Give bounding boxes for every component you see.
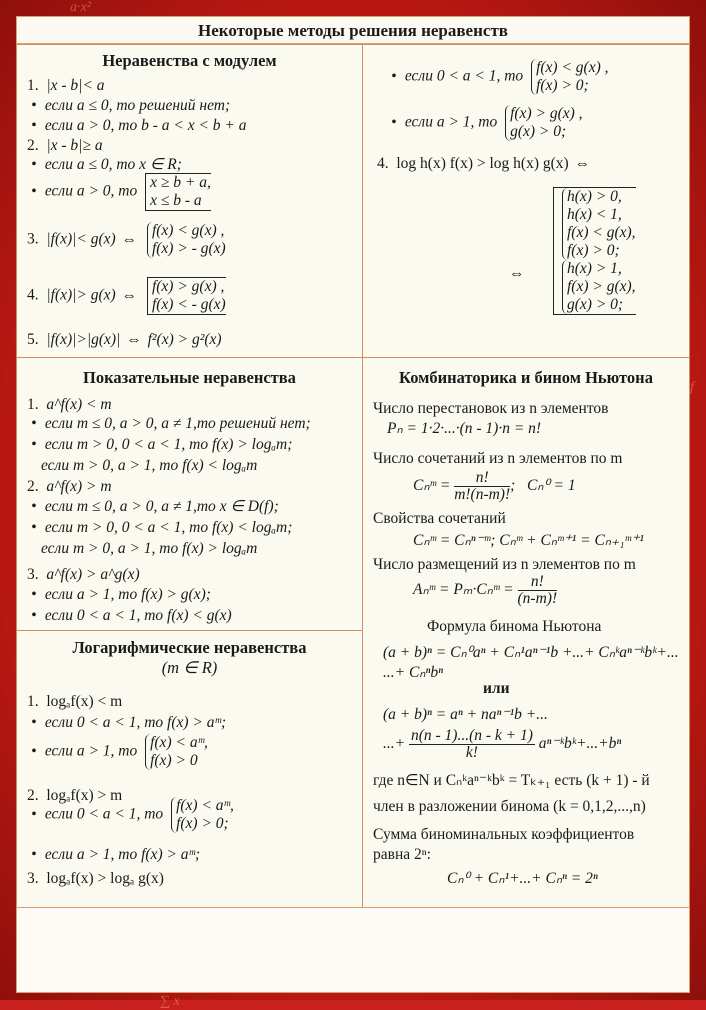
modulus-item-5: 5. |f(x)|>|g(x)| ⇔ f²(x) > g²(x) (27, 331, 222, 348)
modulus-item-2-case-1: • если a ≤ 0, то x ∈ R; (31, 156, 182, 173)
properties-label: Свойства сочетаний (373, 510, 506, 527)
section-logarithmic (16, 630, 363, 908)
section-log-continuation (362, 44, 690, 358)
arrangements-label: Число размещений из n элементов по m (373, 556, 636, 573)
sum-label-line-2: равна 2ⁿ: (373, 846, 431, 863)
section-heading: Комбинаторика и бином Ньютона (399, 368, 653, 387)
log-case-1: • если 0 < a < 1, то f(x) < g(x) , f(x) > 0; (391, 59, 609, 94)
section-exponential (16, 357, 363, 631)
section-heading: Показательные неравенства (83, 368, 296, 387)
exp-item-3: 3. a^f(x) > a^g(x) (27, 566, 140, 583)
equivalence-arrow-icon: ⇔ (574, 155, 591, 172)
system-brace: f(x) < g(x) , f(x) > - g(x) (147, 222, 226, 258)
log-item-2-case-1: • если 0 < a < 1, то f(x) < aᵐ, f(x) > 0; (31, 797, 234, 832)
decorative-scribble: ∑ x (160, 994, 180, 1009)
exp-item-2-case-3: если m > 0, a > 1, то f(x) > logₐm (41, 540, 258, 557)
modulus-item-2-case-2: • если a > 0, то x ≥ b + a, x ≤ b - a (31, 174, 211, 209)
system-brace: h(x) > 1, f(x) > g(x), g(x) > 0; (562, 260, 636, 314)
section-modulus (16, 44, 363, 358)
binomial-term-line-1: где n∈N и Cₙᵏaⁿ⁻ᵏbᵏ = Tₖ₊₁ есть (k + 1) - й (373, 772, 650, 789)
system-brace: f(x) < aᵐ, f(x) > 0; (171, 797, 234, 833)
section-combinatorics (362, 357, 690, 908)
section-heading: Неравенства с модулем (102, 51, 277, 70)
modulus-item-1-case-2: • если a > 0, то b - a < x < b + a (31, 117, 247, 134)
equivalence-arrow-icon: ⇔ (509, 265, 525, 282)
exp-item-3-case-2: • если 0 < a < 1, то f(x) < g(x) (31, 607, 232, 624)
or-label: или (483, 680, 510, 697)
log-item-4-union (549, 187, 636, 315)
set-union-bracket: x ≥ b + a, x ≤ b - a (145, 173, 211, 211)
arrangements-formula: Aₙᵐ = Pₘ·Cₙᵐ = $\frac{n!}{(n-m)!}$ (413, 573, 558, 607)
page-title: Некоторые методы решения неравенств (16, 16, 690, 44)
binomial-formula-line-1: (a + b)ⁿ = Cₙ⁰aⁿ + Cₙ¹aⁿ⁻¹b +...+ Cₙᵏaⁿ⁻ᵏbᵏ+... (383, 644, 679, 661)
modulus-item-3: 3. |f(x)|< g(x) ⇔ f(x) < g(x) , f(x) > - g(x) (27, 222, 226, 257)
exp-item-1-case-2: • если m > 0, 0 < a < 1, то f(x) > logₐm; (31, 436, 293, 453)
exp-item-2-case-1: • если m ≤ 0, a > 0, a ≠ 1,то x ∈ D(f); (31, 498, 279, 515)
equivalence-arrow-icon: ⇔ (121, 286, 138, 304)
log-item-1: 1. logₐf(x) < m (27, 693, 123, 710)
decorative-scribble: a·x² (70, 0, 91, 15)
log-case-2: • если a > 1, то f(x) > g(x) , g(x) > 0; (391, 105, 583, 140)
log-item-2: 2. logₐf(x) > m (27, 787, 123, 804)
log-item-4: 4. log h(x) f(x) > log h(x) g(x) ⇔ (377, 155, 591, 172)
modulus-item-4: 4. |f(x)|> g(x) ⇔ f(x) > g(x) , f(x) < - g(x) (27, 278, 226, 313)
exp-item-1: 1. a^f(x) < m (27, 396, 112, 413)
binomial-term-line-2: член в разложении бинома (k = 0,1,2,...,n) (373, 798, 646, 815)
system-brace: f(x) > g(x) , g(x) > 0; (505, 105, 582, 141)
set-union-bracket (553, 187, 636, 315)
permutations-formula: Pₙ = 1·2·...·(n - 1)·n = n! (387, 420, 542, 437)
fraction: $\frac{n!}{m!(n-m)!}$ (454, 469, 511, 503)
equivalence-arrow-icon: ⇔ (126, 331, 142, 348)
binomial-formula-line-2: ...+ Cₙⁿbⁿ (383, 664, 443, 681)
system-brace: f(x) < g(x) , f(x) > 0; (531, 59, 608, 95)
fraction: $\frac{n(n - 1)...(n - k + 1)}{k!}$ (410, 727, 533, 761)
system-brace: h(x) > 0, h(x) < 1, f(x) < g(x), f(x) > 0; (562, 188, 636, 260)
log-item-3: 3. logₐf(x) > logₐ g(x) (27, 870, 164, 887)
modulus-item-1-case-1: • если a ≤ 0, то решений нет; (31, 97, 231, 114)
exp-item-2-case-2: • если m > 0, 0 < a < 1, то f(x) < logₐm; (31, 519, 293, 536)
log-item-2-case-2: • если a > 1, то f(x) > aᵐ; (31, 846, 201, 863)
blank-footer-box (16, 907, 690, 993)
fraction: $\frac{n!}{(n-m)!}$ (517, 573, 558, 607)
sum-label-line-1: Сумма биноминальных коэффициентов (373, 826, 635, 843)
decorative-scribble: f (690, 380, 694, 395)
permutations-label: Число перестановок из n элементов (373, 400, 609, 417)
log-item-1-case-1: • если 0 < a < 1, то f(x) > aᵐ; (31, 714, 227, 731)
section-subheading: (m ∈ R) (161, 658, 218, 677)
system-brace: f(x) < aᵐ, f(x) > 0 (145, 734, 208, 770)
section-heading: Логарифмические неравенства (72, 638, 307, 657)
exp-item-2: 2. a^f(x) > m (27, 478, 112, 495)
exp-item-3-case-1: • если a > 1, то f(x) > g(x); (31, 586, 211, 603)
exp-item-1-case-1: • если m ≤ 0, a > 0, a ≠ 1,то решений нет; (31, 415, 311, 432)
binomial-label: Формула бинома Ньютона (427, 618, 602, 635)
sum-formula: Cₙ⁰ + Cₙ¹+...+ Cₙⁿ = 2ⁿ (447, 870, 598, 887)
binomial-alt-line-1: (a + b)ⁿ = aⁿ + naⁿ⁻¹b +... (383, 706, 548, 723)
modulus-item-2: 2. |x - b|≥ a (27, 137, 103, 154)
exp-item-1-case-3: если m > 0, a > 1, то f(x) < logₐm (41, 457, 258, 474)
binomial-alt-line-2: ...+ $\frac{n(n - 1)...(n - k + 1)}{k!}$ aⁿ⁻ᵏbᵏ+...+bⁿ (383, 727, 622, 761)
log-item-1-case-2: • если a > 1, то f(x) < aᵐ, f(x) > 0 (31, 734, 208, 769)
set-union-bracket: f(x) > g(x) , f(x) < - g(x) (147, 277, 226, 315)
combinations-label: Число сочетаний из n элементов по m (373, 450, 623, 467)
properties-formula: Cₙᵐ = Cₙⁿ⁻ᵐ; Cₙᵐ + Cₙᵐ⁺¹ = Cₙ₊₁ᵐ⁺¹ (413, 532, 644, 549)
modulus-item-1: 1. |x - b|< a (27, 77, 105, 94)
combinations-formula: Cₙᵐ = $\frac{n!}{m!(n-m)!}$ ; Cₙ⁰ = 1 (413, 469, 576, 503)
equivalence-arrow-icon: ⇔ (121, 230, 138, 248)
